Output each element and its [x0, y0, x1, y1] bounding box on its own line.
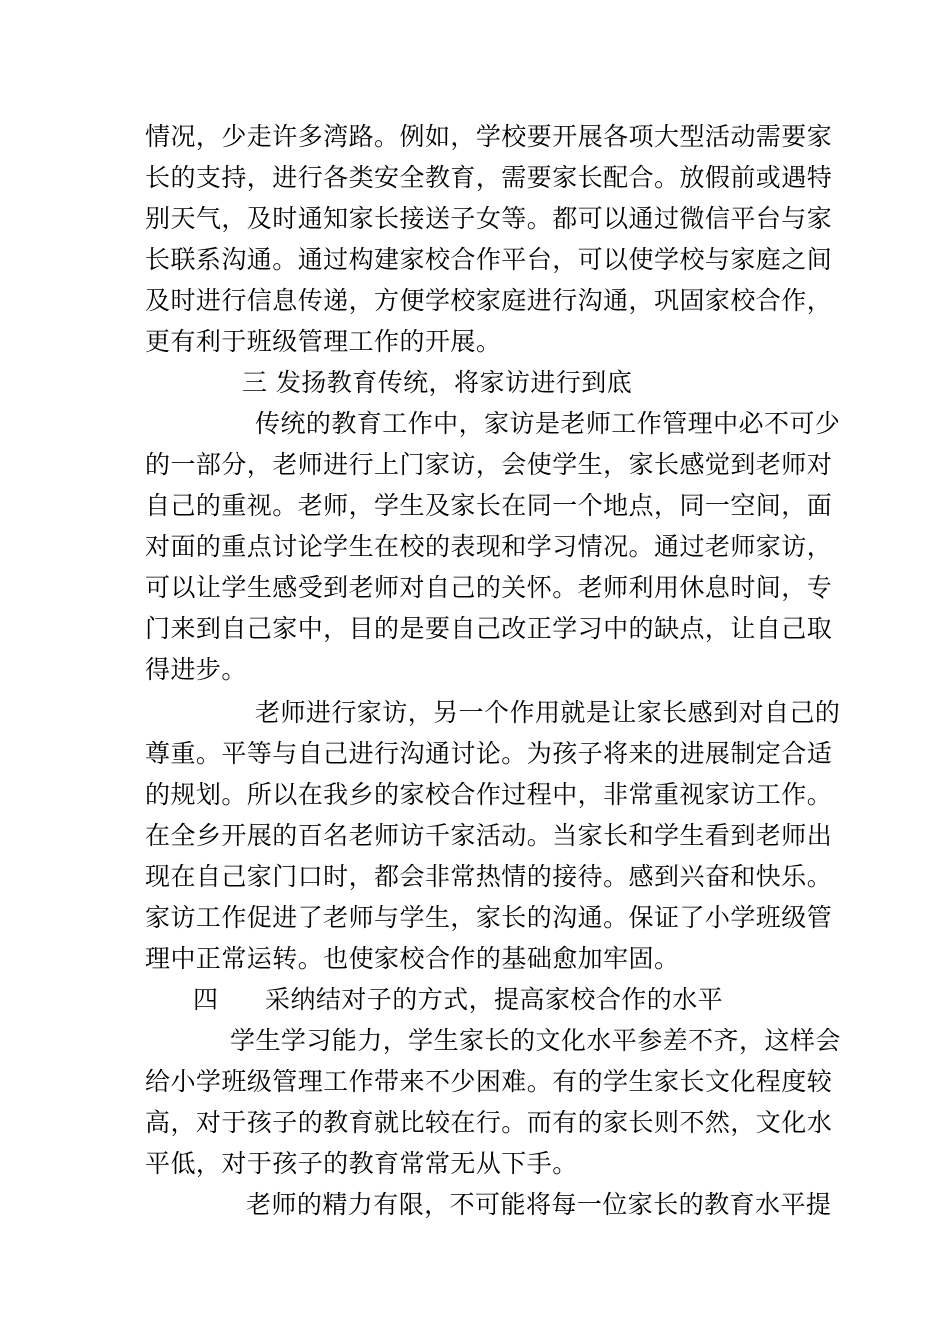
paragraph-line: 更有利于班级管理工作的开展。 — [145, 327, 502, 356]
paragraph-line: 自己的重视。老师，学生及家长在同一个地点，同一空间，面 — [145, 491, 833, 520]
paragraph-line: 家访工作促进了老师与学生，家长的沟通。保证了小学班级管 — [145, 903, 833, 932]
paragraph-line: 对面的重点讨论学生在校的表现和学习情况。通过老师家访， — [145, 532, 833, 561]
section-heading-4-number: 四 — [193, 985, 219, 1014]
paragraph-line: 的一部分，老师进行上门家访，会使学生，家长感觉到老师对 — [145, 450, 833, 479]
section-heading-4: 采纳结对子的方式，提高家校合作的水平 — [265, 985, 724, 1014]
paragraph-line: 长联系沟通。通过构建家校合作平台，可以使学校与家庭之间 — [145, 245, 833, 274]
paragraph-line: 在全乡开展的百名老师访千家活动。当家长和学生看到老师出 — [145, 821, 833, 850]
paragraph-line: 尊重。平等与自己进行沟通讨论。为孩子将来的进展制定合适 — [145, 739, 833, 768]
paragraph-line: 给小学班级管理工作带来不少困难。有的学生家长文化程度较 — [145, 1067, 833, 1096]
paragraph-line: 及时进行信息传递，方便学校家庭进行沟通，巩固家校合作， — [145, 286, 833, 315]
paragraph-line: 学生学习能力，学生家长的文化水平参差不齐，这样会 — [230, 1026, 841, 1055]
section-heading-3: 三 发扬教育传统，将家访进行到底 — [242, 368, 633, 397]
paragraph-line: 的规划。所以在我乡的家校合作过程中，非常重视家访工作。 — [145, 780, 833, 809]
paragraph-line: 得进步。 — [145, 655, 247, 684]
paragraph-line: 高，对于孩子的教育就比较在行。而有的家长则不然，文化水 — [145, 1108, 833, 1137]
paragraph-line: 传统的教育工作中，家访是老师工作管理中必不可少 — [255, 409, 841, 438]
paragraph-line: 理中正常运转。也使家校合作的基础愈加牢固。 — [145, 944, 680, 973]
paragraph-line: 老师进行家访，另一个作用就是让家长感到对自己的 — [255, 698, 841, 727]
paragraph-line: 可以让学生感受到老师对自己的关怀。老师利用休息时间，专 — [145, 573, 833, 602]
paragraph-line: 平低，对于孩子的教育常常无从下手。 — [145, 1149, 578, 1178]
paragraph-line: 现在自己家门口时，都会非常热情的接待。感到兴奋和快乐。 — [145, 862, 833, 891]
paragraph-line: 老师的精力有限，不可能将每一位家长的教育水平提 — [246, 1190, 832, 1219]
paragraph-line: 门来到自己家中，目的是要自己改正学习中的缺点，让自己取 — [145, 614, 833, 643]
paragraph-line: 情况，少走许多湾路。例如，学校要开展各项大型活动需要家 — [145, 122, 833, 151]
paragraph-line: 别天气，及时通知家长接送子女等。都可以通过微信平台与家 — [145, 204, 833, 233]
paragraph-line: 长的支持，进行各类安全教育，需要家长配合。放假前或遇特 — [145, 163, 833, 192]
